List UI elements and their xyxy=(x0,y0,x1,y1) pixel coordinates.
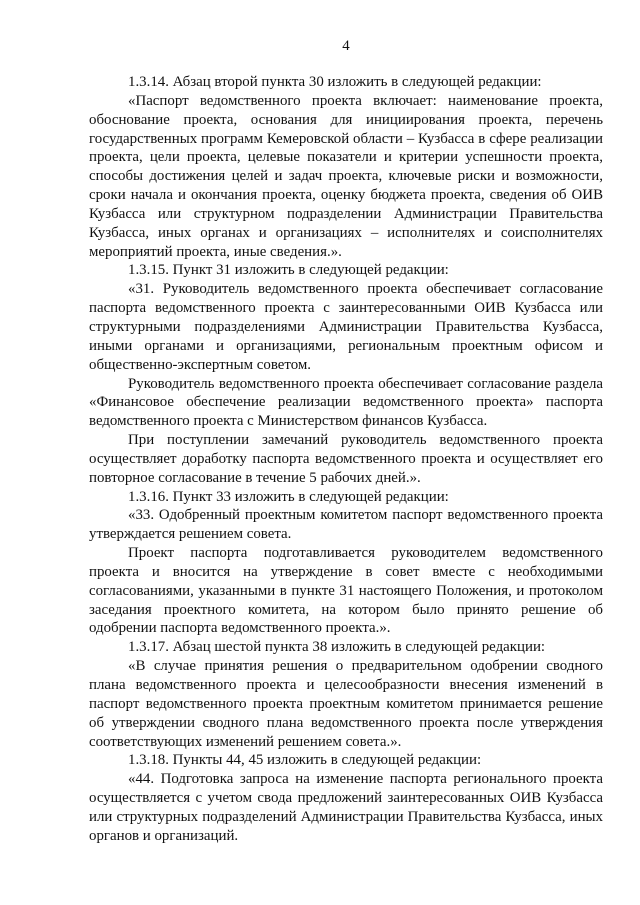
paragraph-1-3-15: 1.3.15. Пункт 31 изложить в следующей редакции: xyxy=(128,262,449,279)
paragraph-1-3-18: 1.3.18. Пункты 44, 45 изложить в следующей редакции: xyxy=(128,752,482,769)
paragraph-financial-section: Руководитель ведомственного проекта обеспечивает согласование раздела «Финансовое обеспечение реализации ведомственного проекта» паспорта ведомственного проекта с Министерством финансов Кузбасса. xyxy=(89,375,603,430)
page-number: 4 xyxy=(342,38,350,54)
document-page xyxy=(89,37,603,846)
paragraph-1-3-16: 1.3.16. Пункт 33 изложить в следующей редакции: xyxy=(128,488,449,505)
paragraph-remarks: При поступлении замечаний руководитель ведомственного проекта осуществляет доработку паспорта ведомственного проекта и осуществляет его повторное согласование в течение 5 рабочих дней.». xyxy=(89,432,603,486)
paragraph-item-33: «33. Одобренный проектным комитетом паспорт ведомственного проекта утверждается решением совета. xyxy=(89,507,603,543)
paragraph-item-31: «31. Руководитель ведомственного проекта обеспечивает согласование паспорта ведомственного проекта с заинтересованными ОИВ Кузбасса или структурными подразделениями Администрации Правительства Кузбасса, иными органами и организациями, региональным проектным офисом и общественно-экспертным советом. xyxy=(89,281,603,373)
paragraph-1-3-17: 1.3.17. Абзац шестой пункта 38 изложить в следующей редакции: xyxy=(128,639,546,656)
paragraph-passport-draft: Проект паспорта подготавливается руководителем ведомственного проекта и вносится на утверждение в совет вместе с необходимыми согласованиями, указанными в пункте 31 настоящего Положения, и протоколом заседания проектного комитета, на котором было принято решение об одобрении паспорта ведомственного проекта.». xyxy=(89,545,603,637)
paragraph-item-44: «44. Подготовка запроса на изменение паспорта регионального проекта осуществляется с учетом свода предложений заинтересованных ОИВ Кузбасса или структурных подразделений Администрации Правительства Кузбасса, иных органов и организаций. xyxy=(89,771,603,844)
paragraph-consolidated-plan: «В случае принятия решения о предварительном одобрении сводного плана ведомственного проекта и целесообразности внесения изменений в паспорт ведомственного проекта проектным комитетом принимается решение об утверждении сводного плана ведомственного проекта после утверждения соответствующих изменений решением совета.». xyxy=(89,658,603,750)
paragraph-passport-contents: «Паспорт ведомственного проекта включает: наименование проекта, обоснование проекта, основания для инициирования проекта, перечень государственных программ Кемеровской области – Кузбасса в сфере реализации проекта, цели проекта, целевые показатели и критерии успешности проекта, способы достижения целей и задач проекта, ключевые риски и возможности, сроки начала и окончания проекта, оценку бюджета проекта, сведения об ОИВ Кузбасса или структурном подразделении Администрации Правительства Кузбасса, иных органах и организациях – исполнителях и соисполнителях мероприятий проекта, иные сведения.». xyxy=(89,92,603,260)
paragraph-1-3-14: 1.3.14. Абзац второй пункта 30 изложить в следующей редакции: xyxy=(128,74,542,90)
